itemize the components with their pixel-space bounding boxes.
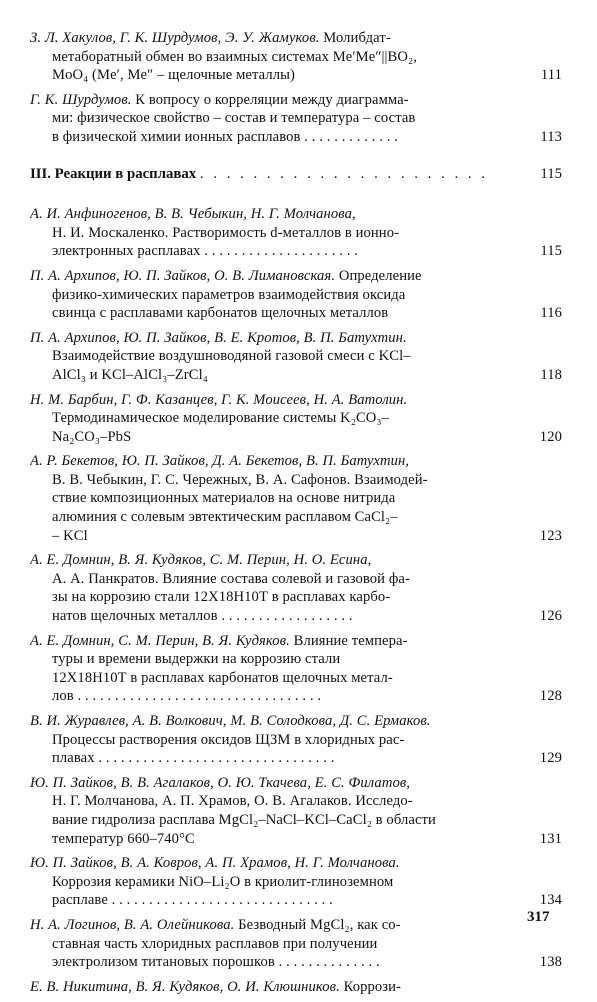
entry-page-number: 111	[540, 67, 562, 84]
entry-title-line: Безводный MgCl₂, как со-	[234, 916, 401, 933]
entry-authors: Н. М. Барбин, Г. Ф. Казанцев, Г. К. Моисеев, Н. А. Ватолин.	[30, 391, 408, 408]
entry-title-line: Н. Г. Молчанова, А. П. Храмов, О. В. Агалаков. Исследо-	[52, 793, 413, 810]
entry-page-number: 123	[539, 527, 562, 544]
entry-page-number: 131	[539, 830, 562, 847]
entry-title-line: 12Х18Н10Т в расплавах карбонатов щелочных метал-	[52, 669, 393, 686]
entry-title-line: лов . . . . . . . . . . . . . . . . . . . . . . . . . . . . . . . . .	[52, 688, 322, 705]
section-leader-dots: . . . . . . . . . . . . . . . . . . . . . .	[199, 165, 488, 182]
entry-page-number: 129	[539, 750, 562, 767]
entry-title-line: Коррози-	[339, 978, 402, 995]
entry-title-line: алюминия с солевым эвтектическим расплавом CaCl₂–	[52, 509, 398, 526]
toc-entry	[30, 978, 562, 997]
table-of-contents	[30, 29, 562, 1002]
entry-title-line: Коррозия керамики NiO–Li₂O в криолит-глиноземном	[52, 873, 394, 890]
entry-authors: А. Е. Домнин, С. М. Перин, В. Я. Кудяков.	[30, 632, 290, 649]
entry-title-line: электролизом титановых порошков . . . . . . . . . . . . . .	[52, 954, 380, 971]
entry-title-line: Термодинамическое моделирование системы K₂CO₃–	[52, 410, 390, 427]
entry-title-line: В. В. Чебыкин, Г. С. Чережных, В. А. Сафонов. Взаимодей-	[52, 471, 428, 488]
entry-title-line: Н. И. Москаленко. Растворимость d-металлов в ионно-	[52, 224, 400, 241]
entry-page-number: 116	[540, 305, 562, 322]
entry-authors: П. А. Архипов, Ю. П. Зайков, О. В. Лимановская.	[30, 267, 336, 284]
entry-title-line: Процессы растворения оксидов ЩЗМ в хлоридных рас-	[52, 731, 405, 748]
entry-authors: П. А. Архипов, Ю. П. Зайков, В. Е. Кротов, В. П. Батухтин.	[30, 329, 407, 346]
toc-entry	[30, 774, 562, 848]
toc-entry	[30, 854, 562, 910]
entry-authors: З. Л. Хакулов, Г. К. Шурдумов, Э. У. Жамуков.	[30, 30, 320, 46]
entry-title-line: метаборатный обмен во взаимных системах Me′Me″||BO₂,	[52, 48, 417, 65]
entry-page-number: 138	[539, 954, 562, 971]
entry-authors: А. Р. Бекетов, Ю. П. Зайков, Д. А. Бекетов, В. П. Батухтин,	[30, 453, 410, 470]
entry-title-line: Взаимодействие воздушноводяной газовой смеси с KCl–	[52, 348, 411, 365]
entry-title-line: в физической химии ионных расплавов . . . . . . . . . . . . .	[52, 128, 398, 145]
entry-title-line: AlCl₃ и KCl–AlCl₃–ZrCl₄	[52, 366, 208, 383]
toc-entry	[30, 632, 562, 706]
entry-title-line: Определение	[335, 267, 422, 284]
entry-page-number: 128	[539, 688, 562, 705]
section-title: III. Реакции в расплавах	[30, 165, 197, 182]
toc-entry	[30, 29, 562, 85]
toc-entry	[30, 391, 562, 447]
entry-authors: В. И. Журавлев, А. В. Волкович, М. В. Солодкова, Д. С. Ермаков.	[30, 713, 431, 729]
entry-title-line: натов щелочных металлов . . . . . . . . . . . . . . . . . .	[52, 608, 353, 625]
entry-title-line: MoO₄ (Me′, Me″ – щелочные металлы)	[52, 67, 295, 84]
entry-title-line: ми: физическое свойство – состав и температура – состав	[52, 110, 416, 127]
toc-entry	[30, 267, 562, 323]
entry-page-number: 126	[539, 608, 562, 625]
entry-title-line: физико-химических параметров взаимодействия оксида	[52, 286, 406, 303]
toc-entry	[30, 452, 562, 545]
entry-title-line: К вопросу о корреляции между диаграмма-	[131, 91, 409, 108]
entry-page-number: 118	[540, 366, 562, 383]
entry-authors: А. И. Анфиногенов, В. В. Чебыкин, Н. Г. Молчанова,	[30, 206, 356, 223]
entry-title-line: Влияние темпера-	[289, 632, 408, 649]
entry-page-number: 115	[540, 243, 562, 260]
entry-title-line: температур 660–740°С	[52, 830, 195, 847]
toc-entry	[30, 329, 562, 385]
entry-title-line: плавах . . . . . . . . . . . . . . . . . . . . . . . . . . . . . . . .	[52, 750, 335, 767]
entry-title-line: зы на коррозию стали 12Х18Н10Т в расплавах карбо-	[52, 589, 391, 606]
entry-title-line: туры и времени выдержки на коррозию стали	[52, 651, 341, 668]
entry-page-number: 113	[540, 128, 562, 145]
entry-title-line: А. А. Панкратов. Влияние состава солевой и газовой фа-	[52, 570, 410, 587]
entry-title-line: Молибдат-	[319, 30, 391, 46]
entry-authors: Ю. П. Зайков, В. А. Ковров, А. П. Храмов, Н. Г. Молчанова.	[30, 855, 400, 872]
entry-title-line: свинца с расплавами карбонатов щелочных металлов	[52, 305, 389, 322]
entry-title-line: вание гидролиза расплава MgCl₂–NaCl–KCl–CaCl₂ в области	[52, 811, 436, 828]
entry-authors: Е. В. Никитина, В. Я. Кудяков, О. И. Клюшников.	[30, 978, 340, 995]
section-page-number: 115	[540, 165, 562, 182]
entry-authors: Г. К. Шурдумов.	[30, 91, 132, 108]
toc-entry	[30, 91, 562, 147]
entry-page-number: 134	[539, 892, 562, 909]
entry-authors: Н. А. Логинов, В. А. Олейникова.	[30, 916, 235, 933]
entry-authors: Ю. П. Зайков, В. В. Агалаков, О. Ю. Ткачева, Е. С. Филатов,	[30, 774, 411, 791]
entry-title-line: – KCl	[52, 527, 88, 544]
entry-title-line: Na₂CO₃–PbS	[52, 428, 132, 445]
entry-authors: А. Е. Домнин, В. Я. Кудяков, С. М. Перин, Н. О. Есина,	[30, 552, 372, 569]
toc-entry	[30, 916, 562, 972]
entry-page-number: 120	[539, 428, 562, 445]
toc-entry	[30, 712, 562, 768]
entry-title-line: ствие композиционных материалов на основе нитрида	[52, 490, 396, 507]
entry-title-line: расплаве . . . . . . . . . . . . . . . . . . . . . . . . . . . . . .	[52, 892, 333, 909]
entry-title-line: электронных расплавах . . . . . . . . . . . . . . . . . . . . .	[52, 243, 359, 260]
section-heading	[30, 165, 562, 184]
page-number: 317	[527, 909, 550, 925]
toc-entry	[30, 551, 562, 625]
toc-entry	[30, 205, 562, 261]
entry-title-line: ставная часть хлоридных расплавов при получении	[52, 935, 378, 952]
